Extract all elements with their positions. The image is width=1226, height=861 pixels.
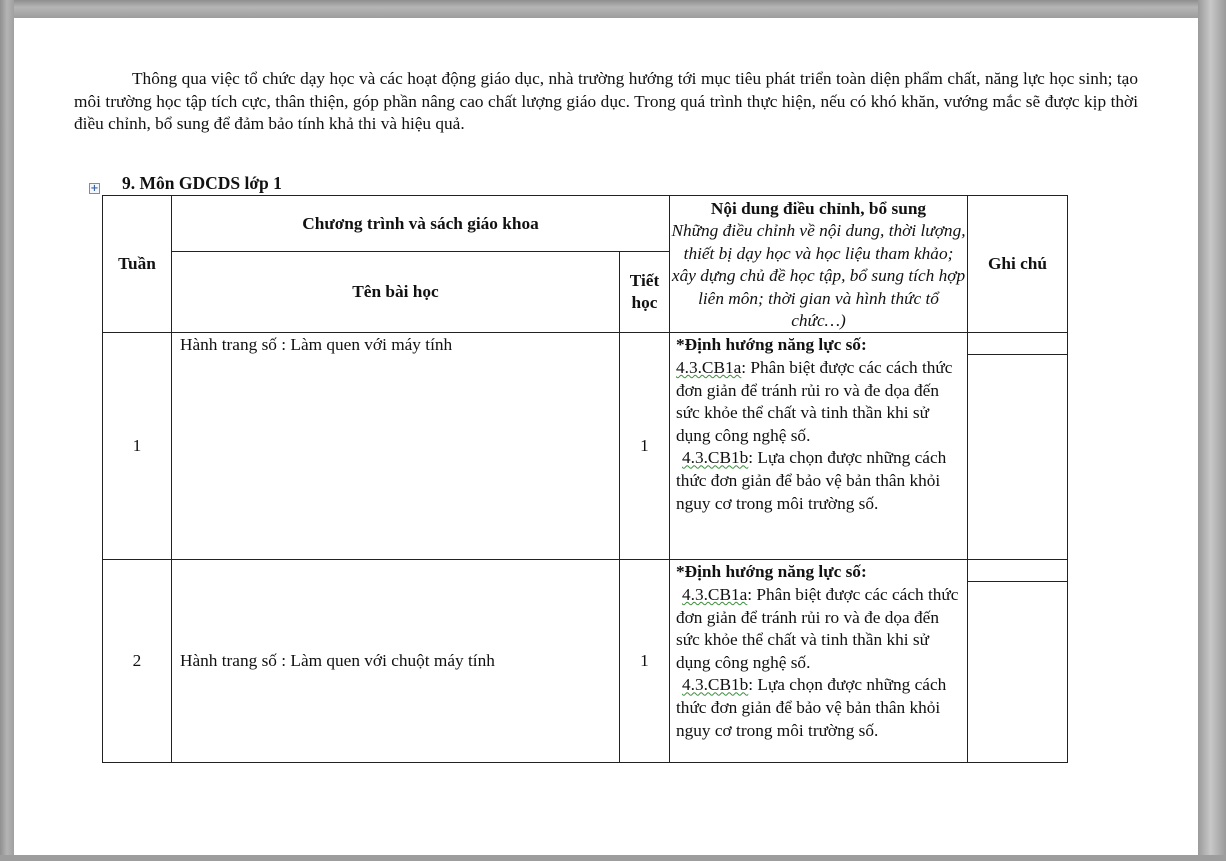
window-frame-top [0, 0, 1226, 18]
content-item-code: 4.3.CB1b [682, 675, 749, 695]
content-item-text: : Phân biệt được các cách thức đơn giản để tránh rủi ro và đe dọa đến sức khỏe thể chất và tinh thần khi sử dụng công nghệ số. [676, 585, 959, 672]
content-item-code: 4.3.CB1b [682, 448, 749, 468]
table-row [103, 560, 1068, 763]
table-header-row [103, 196, 1068, 252]
row-periods: 1 [620, 560, 670, 763]
row-notes [968, 560, 1068, 763]
row-lesson: Hành trang số : Làm quen với máy tính [172, 333, 620, 560]
header-adjustment [670, 196, 968, 333]
content-item-code: 4.3.CB1a [682, 585, 748, 605]
row-content [670, 560, 968, 763]
window-frame-bottom [0, 855, 1226, 861]
content-item [676, 674, 961, 742]
table-move-handle-icon[interactable]: + [90, 183, 99, 194]
vertical-scrollbar[interactable] [1198, 0, 1226, 861]
content-item-text: : Phân biệt được các cách thức đơn giản để tránh rủi ro và đe dọa đến sức khỏe thể chất và tinh thần khi sử dụng công nghệ số. [676, 358, 953, 445]
row-notes [968, 333, 1068, 560]
content-title: *Định hướng năng lực số: [676, 335, 867, 355]
content-item [676, 447, 961, 515]
row-content [670, 333, 968, 560]
content-item [676, 584, 961, 674]
row-week: 2 [103, 560, 172, 763]
content-title: *Định hướng năng lực số: [676, 562, 867, 582]
header-adjustment-note: Những điều chỉnh về nội dung, thời lượng, thiết bị dạy học và học liệu tham khảo; xây dựng chủ đề học tập, bổ sung tích hợp liên môn; thời gian và hình thức tổ chức…) [671, 221, 966, 331]
header-week: Tuần [103, 196, 172, 333]
table-row [103, 333, 1068, 560]
header-periods: Tiết học [620, 252, 670, 333]
notes-subcell [968, 560, 1067, 582]
header-adjustment-title: Nội dung điều chỉnh, bổ sung [710, 199, 927, 218]
row-week: 1 [103, 333, 172, 560]
row-lesson: Hành trang số : Làm quen với chuột máy tính [172, 560, 620, 763]
content-item [676, 357, 961, 447]
content-item-text: : Lựa chọn được những cách thức đơn giản để bảo vệ bản thân khỏi nguy cơ trong môi trường số. [676, 448, 947, 513]
content-item-text: : Lựa chọn được những cách thức đơn giản để bảo vệ bản thân khỏi nguy cơ trong môi trường số. [676, 675, 947, 740]
window-frame-left [0, 0, 14, 861]
notes-subcell [968, 333, 1067, 355]
curriculum-table [102, 195, 1068, 763]
header-notes: Ghi chú [968, 196, 1068, 333]
content-item-code: 4.3.CB1a [676, 358, 742, 378]
row-periods: 1 [620, 333, 670, 560]
document-page [14, 18, 1198, 855]
header-program: Chương trình và sách giáo khoa [172, 196, 670, 252]
intro-paragraph [74, 68, 1138, 136]
intro-text: Thông qua việc tổ chức dạy học và các hoạt động giáo dục, nhà trường hướng tới mục tiêu phát triển toàn diện phẩm chất, năng lực học sinh; tạo môi trường học tập tích cực, thân thiện, góp phần nâng cao chất lượng giáo dục. Trong quá trình thực hiện, nếu có khó khăn, vướng mắc sẽ được kịp thời điều chỉnh, bổ sung để đảm bảo tính khả thi và hiệu quả. [74, 69, 1138, 133]
header-lesson-name: Tên bài học [172, 252, 620, 333]
section-title: 9. Môn GDCDS lớp 1 [122, 173, 282, 193]
